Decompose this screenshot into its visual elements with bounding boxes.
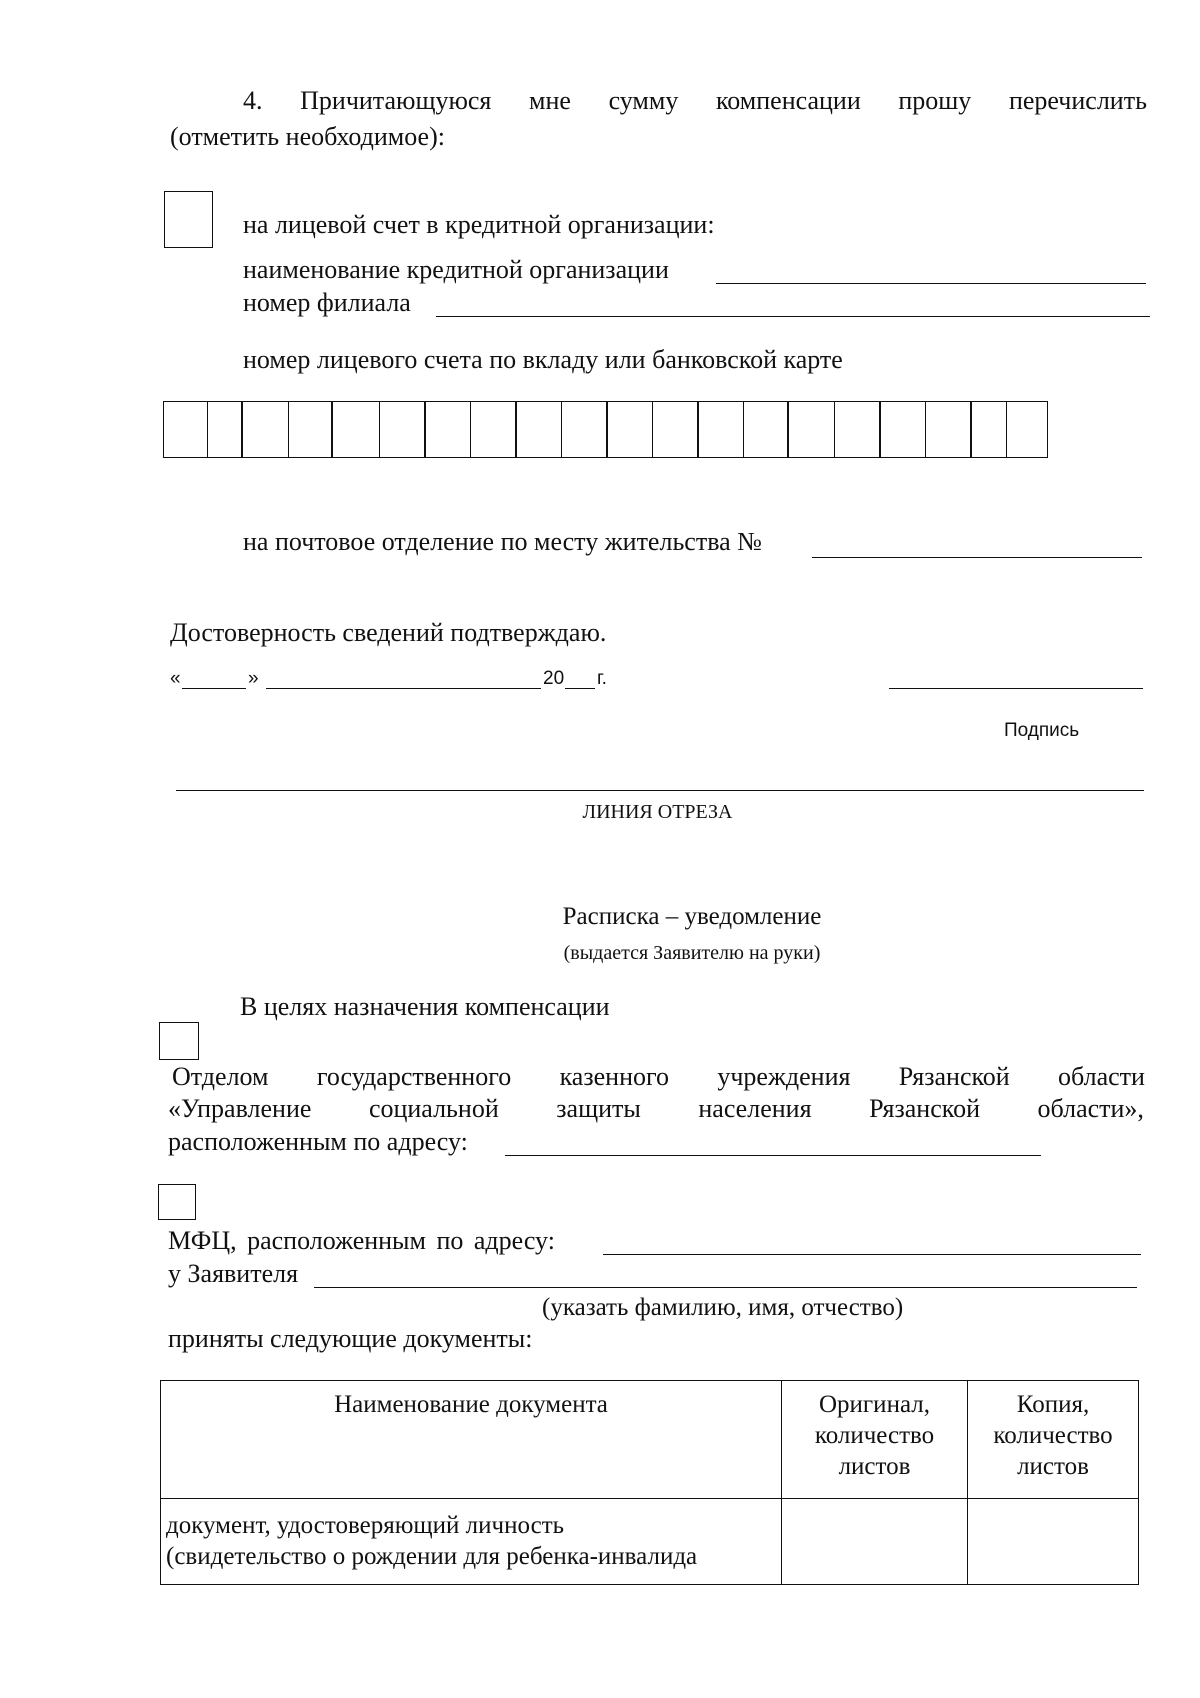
section4-word: сумму xyxy=(608,86,679,115)
table-row xyxy=(161,1499,1139,1585)
section4-word: Причитающуюся xyxy=(300,86,492,115)
account-cell[interactable] xyxy=(424,401,471,458)
account-cell[interactable] xyxy=(515,401,562,458)
bank-option-label: на лицевой счет в кредитной организации: xyxy=(243,210,715,239)
documents-table xyxy=(160,1380,1139,1585)
header-copy: Копия, количество листов xyxy=(968,1381,1139,1499)
account-cell[interactable] xyxy=(379,401,426,458)
mfc-option-checkbox[interactable] xyxy=(158,1184,196,1220)
dept-word: защиты xyxy=(556,1094,641,1123)
dept-word: государственного xyxy=(316,1062,512,1091)
cut-line-label: ЛИНИЯ ОТРЕЗА xyxy=(582,801,733,823)
cut-line xyxy=(176,790,1144,791)
account-cell[interactable] xyxy=(606,401,653,458)
table-header-row xyxy=(161,1381,1139,1499)
branch-label: номер филиала xyxy=(243,288,411,317)
receipt-title: Расписка – уведомление xyxy=(562,903,822,930)
header-doc-name: Наименование документа xyxy=(161,1381,782,1499)
dept-address-field[interactable] xyxy=(505,1155,1041,1156)
dept-word: Отделом xyxy=(172,1062,269,1091)
date-year-prefix: 20 xyxy=(543,668,565,689)
date-month-field[interactable] xyxy=(266,688,541,689)
dept-word: социальной xyxy=(368,1094,499,1123)
account-cell[interactable] xyxy=(561,401,608,458)
org-name-field[interactable] xyxy=(716,283,1146,284)
applicant-hint: (указать фамилию, имя, отчество) xyxy=(542,1294,904,1321)
dept-word: области xyxy=(1058,1062,1145,1091)
section4-line1 xyxy=(243,86,1147,116)
org-name-label: наименование кредитной организации xyxy=(243,255,669,284)
account-cell[interactable] xyxy=(207,401,243,458)
account-cell[interactable] xyxy=(925,401,972,458)
account-number-cells[interactable] xyxy=(163,401,1046,458)
dept-word: Рязанской xyxy=(869,1094,980,1123)
date-year-suffix: г. xyxy=(597,668,607,689)
account-cell[interactable] xyxy=(163,401,208,458)
section4-word: прошу xyxy=(898,86,972,115)
dept-word: учреждения xyxy=(717,1062,851,1091)
header-original: Оригинал, количество листов xyxy=(782,1381,968,1499)
receipt-subtitle: (выдается Заявителю на руки) xyxy=(563,942,821,964)
section4-word: перечислить xyxy=(1008,86,1147,115)
date-day-field[interactable] xyxy=(182,688,246,689)
account-cell[interactable] xyxy=(834,401,881,458)
mfc-address-field[interactable] xyxy=(603,1254,1141,1255)
bank-option-checkbox[interactable] xyxy=(164,191,213,248)
applicant-label: у Заявителя xyxy=(168,1259,299,1288)
signature-label: Подпись xyxy=(1004,720,1080,741)
dept-option-checkbox[interactable] xyxy=(159,1022,199,1060)
dept-address-label: расположенным по адресу: xyxy=(168,1127,468,1156)
account-cell[interactable] xyxy=(241,401,289,458)
post-option-label: на почтовое отделение по месту жительства № xyxy=(243,527,762,556)
account-cell[interactable] xyxy=(743,401,789,458)
receipt-purpose: В целях назначения компенсации xyxy=(240,992,610,1021)
post-office-number-field[interactable] xyxy=(812,557,1142,558)
section4-word: мне xyxy=(529,86,571,115)
dept-line2 xyxy=(168,1094,1144,1124)
doc-name-cell: документ, удостоверяющий личность (свидетельство о рождении для ребенка-инвалида xyxy=(161,1499,782,1585)
original-count-cell[interactable] xyxy=(782,1499,968,1585)
section4-word: компенсации xyxy=(715,86,861,115)
account-cell[interactable] xyxy=(787,401,835,458)
account-cell[interactable] xyxy=(1006,401,1048,458)
account-cell[interactable] xyxy=(652,401,699,458)
account-cell[interactable] xyxy=(970,401,1007,458)
branch-field[interactable] xyxy=(436,316,1150,317)
dept-word: области», xyxy=(1037,1094,1144,1123)
dept-word: «Управление xyxy=(168,1094,312,1123)
dept-word: Рязанской xyxy=(898,1062,1010,1091)
applicant-name-field[interactable] xyxy=(314,1287,1137,1288)
signature-field[interactable] xyxy=(889,688,1143,689)
confirmation-text: Достоверность сведений подтверждаю. xyxy=(170,618,607,647)
dept-word: населения xyxy=(698,1094,812,1123)
account-cell[interactable] xyxy=(288,401,333,458)
date-close-quote: » xyxy=(248,668,259,689)
section4-line2: (отметить необходимое): xyxy=(170,122,445,151)
account-cell[interactable] xyxy=(879,401,926,458)
copy-count-cell[interactable] xyxy=(968,1499,1139,1585)
account-cell[interactable] xyxy=(470,401,517,458)
mfc-address-label: МФЦ, расположенным по адресу: xyxy=(168,1226,555,1255)
dept-word: казенного xyxy=(559,1062,669,1091)
dept-line1 xyxy=(172,1062,1145,1092)
accepted-docs-label: приняты следующие документы: xyxy=(168,1324,533,1353)
section4-word: 4. xyxy=(243,86,263,115)
account-cell[interactable] xyxy=(697,401,744,458)
date-year-field[interactable] xyxy=(565,688,595,689)
date-open-quote: « xyxy=(170,668,181,689)
account-cell[interactable] xyxy=(331,401,380,458)
account-label: номер лицевого счета по вкладу или банковской карте xyxy=(243,345,843,374)
